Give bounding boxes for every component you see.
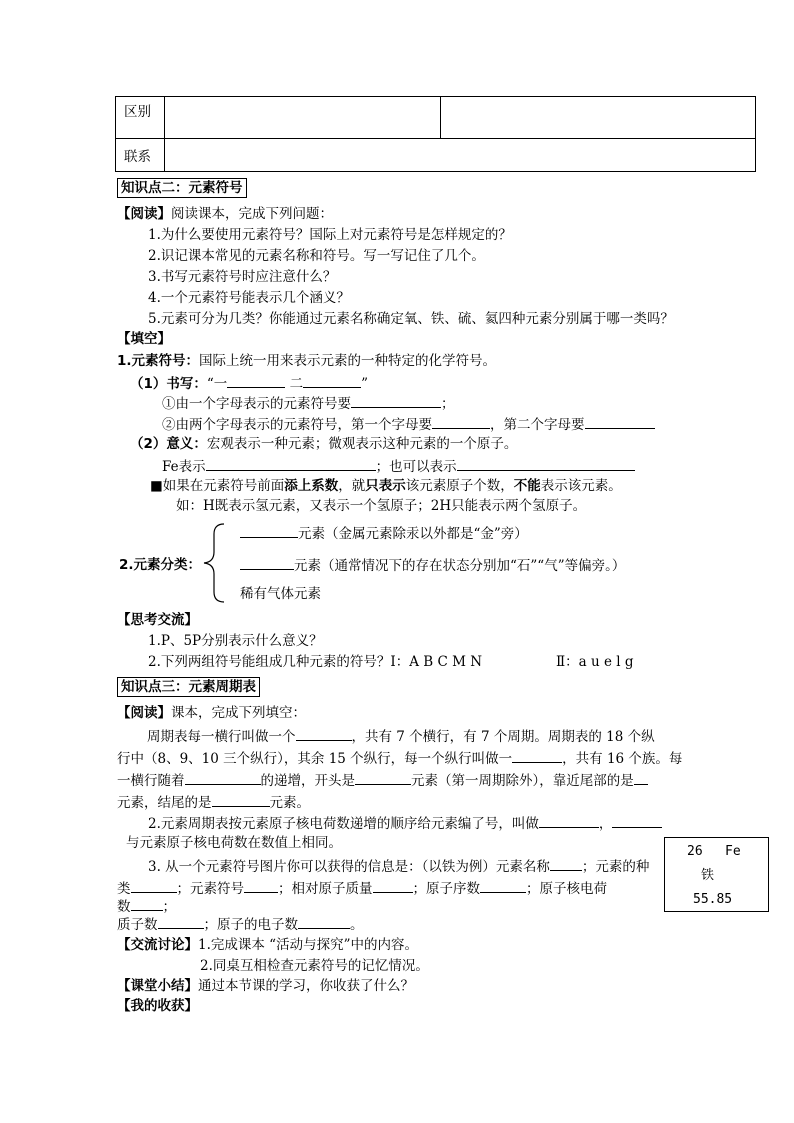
blank[interactable]	[185, 770, 261, 785]
blank[interactable]	[480, 878, 526, 893]
blank[interactable]	[244, 878, 278, 893]
writing-rule-1: ①由一个字母表示的元素符号要 ；	[162, 393, 455, 413]
kp3-title: 知识点三：元素周期表	[117, 677, 260, 697]
class-metal: 元素（金属元素除汞以外都是“金”旁）	[240, 523, 528, 543]
blank[interactable]	[158, 914, 204, 929]
atomic-mass: 55.85	[693, 892, 733, 907]
think-tag: 【思考交流】	[117, 612, 198, 628]
think-question-1: 1.P、5P分别表示什么意义？	[148, 633, 323, 649]
discussion-2: 2.同桌互相检查元素符号的记忆情况。	[200, 958, 429, 974]
row-label-difference: 区别	[116, 97, 165, 139]
blank[interactable]	[432, 414, 490, 429]
blank[interactable]	[512, 748, 562, 763]
blank[interactable]	[585, 414, 655, 429]
row-label-relation: 联系	[116, 139, 165, 172]
my-gains-tag: 【我的收获】	[117, 998, 198, 1014]
blank[interactable]	[351, 393, 441, 408]
classification-label: 2.元素分类：	[119, 557, 202, 573]
kp3-line-3: 一横行随着 的递增，开头是 元素（第一周期除外），靠近尾部的是	[117, 770, 648, 790]
difference-cell-b[interactable]	[441, 97, 756, 139]
element-symbol: Fe	[725, 844, 741, 859]
writing-rule: （1）书写：“一 二 ”	[130, 373, 368, 393]
coefficient-note: ■如果在元素符号前面添上系数，就只表示该元素原子个数，不能表示该元素。	[150, 478, 622, 494]
kp3-line-9: 数 ；	[117, 896, 176, 916]
kp3-line-4: 元素，结尾的是 元素。	[117, 792, 310, 812]
meaning-rule: （2）意义：宏观表示一种元素；微观表示这种元素的一个原子。	[130, 436, 518, 452]
blank[interactable]	[206, 456, 376, 471]
blank[interactable]	[303, 373, 361, 388]
blank[interactable]	[355, 770, 411, 785]
kp2-question-4: 4.一个元素符号能表示几个涵义？	[148, 290, 350, 306]
kp3-line-10: 质子数 ；原子的电子数 。	[117, 914, 364, 934]
kp2-question-5: 5.元素可分为几类？你能通过元素名称确定氧、铁、硫、氦四种元素分别属于哪一类吗？	[148, 311, 674, 327]
class-noble-gas: 稀有气体元素	[240, 586, 321, 602]
blank[interactable]	[240, 523, 298, 538]
atomic-number: 26	[687, 844, 703, 859]
blank[interactable]	[539, 813, 599, 828]
blank[interactable]	[131, 878, 177, 893]
kp2-fill-tag: 【填空】	[117, 331, 171, 347]
kp2-read: 【阅读】阅读课本，完成下列问题：	[117, 206, 333, 222]
blank[interactable]	[131, 896, 163, 911]
kp2-question-1: 1.为什么要使用元素符号？国际上对元素符号是怎样规定的？	[148, 227, 512, 243]
kp3-line-5: 2.元素周期表按元素原子核电荷数递增的顺序给元素编了号，叫做 ，	[148, 813, 662, 833]
kp3-line-7: 3. 从一个元素符号图片你可以获得的信息是：（以铁为例）元素名称 ；元素的种	[148, 856, 649, 876]
kp2-title: 知识点二：元素符号	[117, 178, 247, 198]
difference-cell-a[interactable]	[165, 97, 441, 139]
blank[interactable]	[634, 770, 648, 785]
coefficient-example: 如：H既表示氢元素，又表示一个氢原子；2H只能表示两个氢原子。	[176, 498, 587, 514]
kp3-line-6: 与元素原子核电荷数在数值上相同。	[126, 835, 342, 851]
blank[interactable]	[240, 555, 294, 570]
fe-meaning: Fe表示 ；也可以表示	[162, 456, 635, 476]
kp2-question-3: 3.书写元素符号时应注意什么？	[148, 269, 337, 285]
element-name: 铁	[701, 868, 715, 883]
kp2-question-2: 2.识记课本常见的元素名称和符号。写一写记住了几个。	[148, 248, 485, 264]
comparison-table	[115, 96, 756, 172]
think-question-2b: Ⅱ：a u e l g	[556, 654, 634, 670]
blank[interactable]	[550, 856, 582, 871]
blank[interactable]	[227, 373, 285, 388]
blank[interactable]	[296, 726, 352, 741]
blank[interactable]	[373, 878, 413, 893]
kp3-line-8: 类 ；元素符号 ；相对原子质量 ；原子序数 ；原子核电荷	[117, 878, 607, 898]
writing-rule-2: ②由两个字母表示的元素符号，第一个字母要 ，第二个字母要	[162, 414, 655, 434]
discussion: 【交流讨论】1.完成课本 “活动与探究”中的内容。	[117, 937, 418, 953]
think-question-2: 2.下列两组符号能组成几种元素的符号？Ⅰ：A B C M N	[148, 654, 483, 670]
relation-cell[interactable]	[165, 139, 756, 172]
class-nonmetal: 元素（通常情况下的存在状态分别加“石”“气”等偏旁。）	[240, 555, 625, 575]
brace-icon	[200, 522, 230, 604]
kp3-line-2: 行中（8、9、10 三个纵行），其余 15 个纵行，每一个纵行叫做一 ，共有 16 个族。每	[117, 748, 682, 768]
blank[interactable]	[457, 456, 635, 471]
blank[interactable]	[612, 813, 662, 828]
summary: 【课堂小结】通过本节课的学习，你收获了什么？	[117, 978, 414, 994]
kp3-line-1: 周期表每一横行叫做一个 ，共有 7 个横行，有 7 个周期。周期表的 18 个纵	[117, 726, 655, 746]
iron-element-card	[664, 837, 769, 912]
blank[interactable]	[298, 914, 350, 929]
element-symbol-definition: 1.元素符号：国际上统一用来表示元素的一种特定的化学符号。	[117, 353, 497, 369]
blank[interactable]	[212, 792, 270, 807]
kp3-read: 【阅读】课本，完成下列填空：	[117, 705, 306, 721]
